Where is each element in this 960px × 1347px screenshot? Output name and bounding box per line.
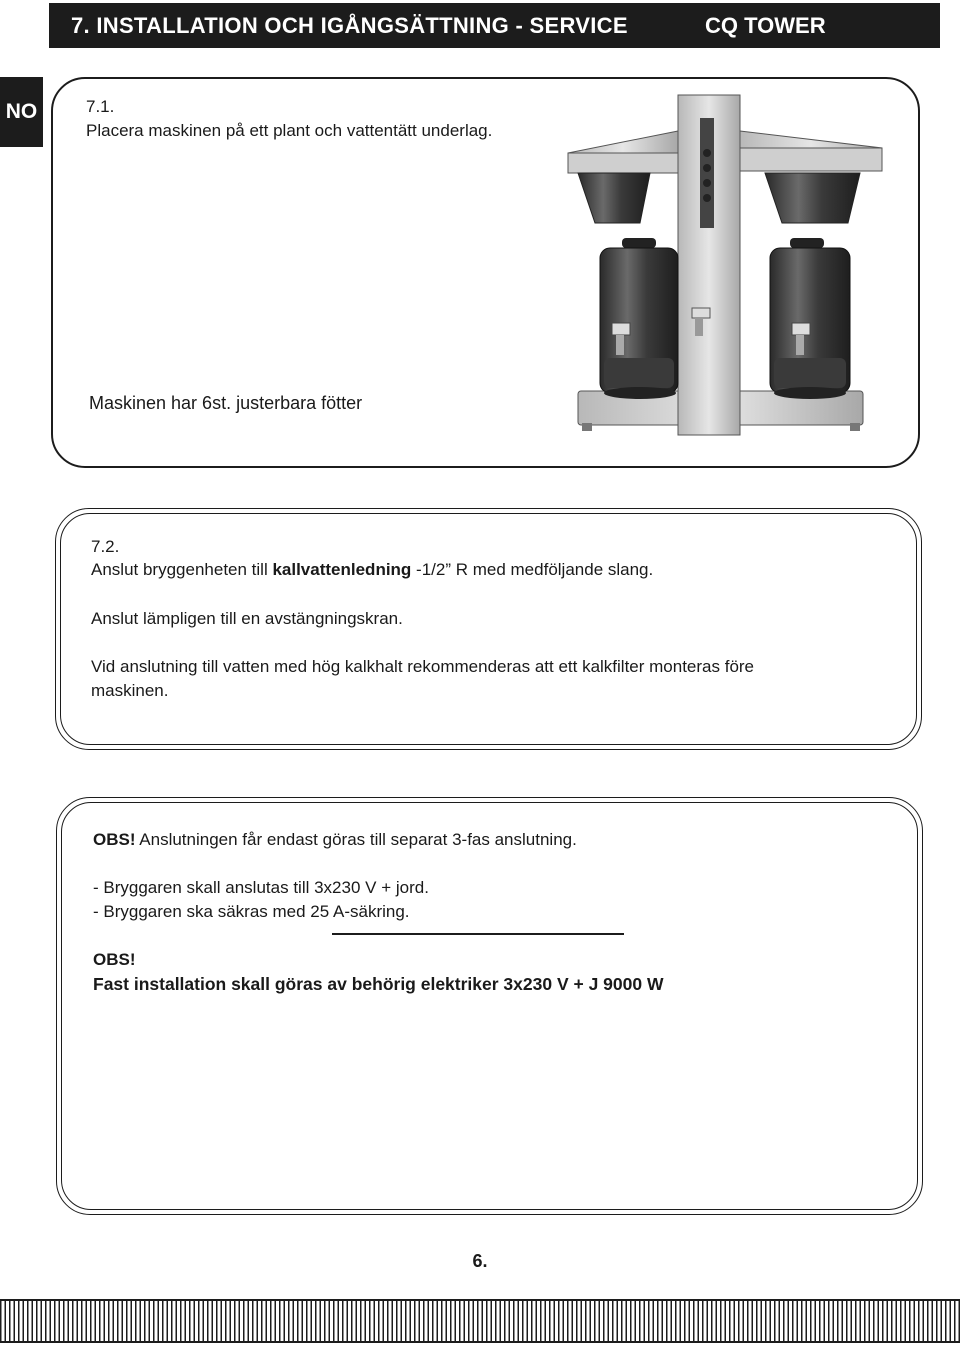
- section-header-bar: [49, 3, 940, 48]
- adjustable-feet-note: Maskinen har 6st. justerbara fötter: [89, 393, 363, 413]
- lime-filter-recommendation: Vid anslutning till vatten med hög kalkhalt rekommenderas att ett kalkfilter monteras före: [91, 657, 755, 676]
- footer-pattern-bar: [0, 1299, 960, 1343]
- obs-phase-text: Anslutningen får endast göras till separat 3-fas anslutning.: [135, 830, 577, 849]
- electrician-installation-notice: Fast installation skall göras av behörig elektriker 3x230 V + J 9000 W: [93, 974, 664, 994]
- obs-label-2: OBS!: [93, 950, 136, 969]
- obs-label: OBS!: [93, 830, 136, 849]
- water-connection-instruction: [91, 558, 653, 582]
- water-connection-text-pre: Anslut bryggenheten till: [91, 560, 273, 579]
- obs-phase-notice: [93, 828, 577, 852]
- page-number: 6.: [472, 1251, 488, 1271]
- coffee-brewer-illustration: [560, 93, 890, 438]
- section-7-2-number: 7.2.: [91, 537, 120, 556]
- shutoff-valve-recommendation: Anslut lämpligen till en avstängningskran.: [91, 609, 403, 628]
- section-title: 7. INSTALLATION OCH IGÅNGSÄTTNING - SERVICE: [71, 12, 628, 38]
- water-connection-text-post: -1/2” R med medföljande slang.: [411, 560, 654, 579]
- lime-filter-recommendation-cont: maskinen.: [91, 681, 169, 700]
- model-name: CQ TOWER: [705, 12, 826, 38]
- fuse-requirement: - Bryggaren ska säkras med 25 A-säkring.: [93, 902, 410, 921]
- section-7-1-number: 7.1.: [86, 97, 115, 116]
- voltage-requirement: - Bryggaren skall anslutas till 3x230 V + jord.: [93, 878, 429, 897]
- electrical-warning-box: [56, 797, 923, 1215]
- section-7-1-instruction: Placera maskinen på ett plant och vattentätt underlag.: [86, 121, 493, 140]
- cold-water-line-term: kallvattenledning: [272, 560, 412, 579]
- language-tag: NO: [0, 77, 43, 147]
- divider-line: [332, 933, 624, 935]
